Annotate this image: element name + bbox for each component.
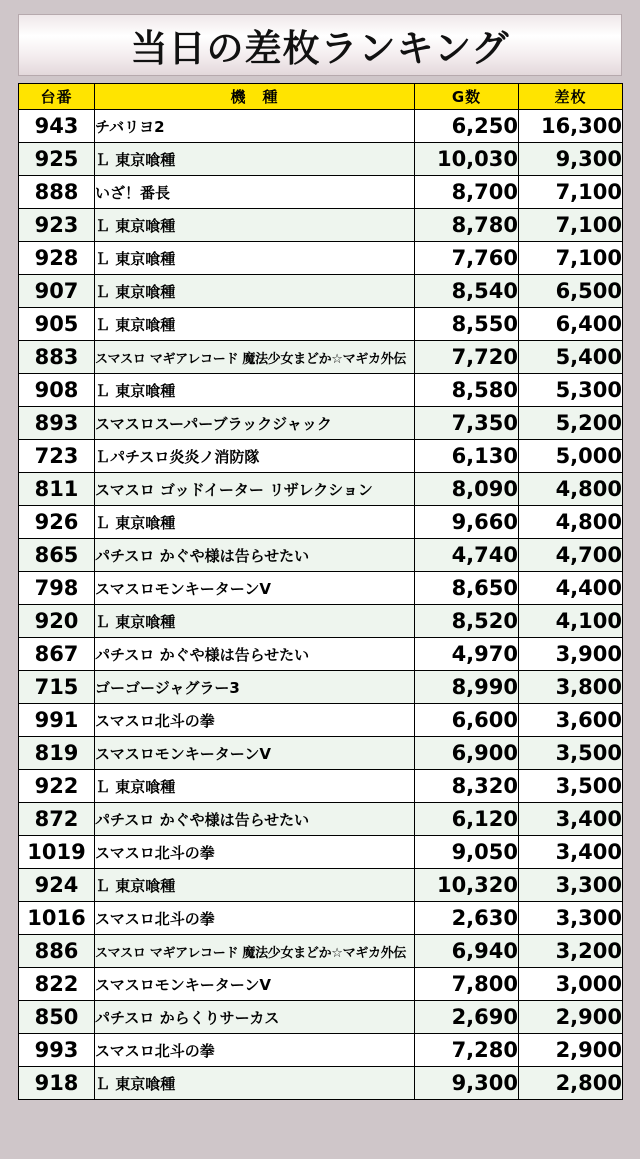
cell-machine-name: スマスロモンキーターンV [95, 572, 415, 605]
cell-games: 8,550 [415, 308, 519, 341]
table-row [19, 968, 623, 1001]
cell-machine-no: 993 [19, 1034, 95, 1067]
cell-games: 2,630 [415, 902, 519, 935]
table-row [19, 209, 623, 242]
cell-machine-no: 865 [19, 539, 95, 572]
cell-machine-no: 715 [19, 671, 95, 704]
cell-diff: 4,100 [519, 605, 623, 638]
table-row [19, 803, 623, 836]
cell-diff: 3,000 [519, 968, 623, 1001]
cell-games: 8,320 [415, 770, 519, 803]
table-row [19, 572, 623, 605]
cell-games: 9,300 [415, 1067, 519, 1100]
cell-games: 6,120 [415, 803, 519, 836]
cell-machine-name: Ｌ 東京喰種 [95, 143, 415, 176]
cell-machine-no: 1019 [19, 836, 95, 869]
cell-machine-no: 893 [19, 407, 95, 440]
cell-games: 6,600 [415, 704, 519, 737]
cell-games: 8,580 [415, 374, 519, 407]
table-row [19, 1001, 623, 1034]
cell-games: 7,280 [415, 1034, 519, 1067]
table-row [19, 902, 623, 935]
cell-games: 7,760 [415, 242, 519, 275]
cell-machine-name: Ｌ 東京喰種 [95, 374, 415, 407]
cell-diff: 3,400 [519, 803, 623, 836]
cell-diff: 5,400 [519, 341, 623, 374]
cell-machine-no: 723 [19, 440, 95, 473]
cell-machine-name: スマスロ北斗の拳 [95, 836, 415, 869]
table-row [19, 473, 623, 506]
cell-diff: 3,300 [519, 902, 623, 935]
table-row [19, 242, 623, 275]
cell-machine-name: チバリヨ2 [95, 110, 415, 143]
cell-machine-no: 923 [19, 209, 95, 242]
cell-machine-name: パチスロ かぐや様は告らせたい [95, 803, 415, 836]
cell-machine-name: Ｌ 東京喰種 [95, 242, 415, 275]
cell-diff: 3,500 [519, 770, 623, 803]
table-row [19, 308, 623, 341]
table-row [19, 1067, 623, 1100]
cell-games: 10,320 [415, 869, 519, 902]
cell-machine-no: 926 [19, 506, 95, 539]
cell-machine-name: スマスロモンキーターンV [95, 737, 415, 770]
cell-machine-name: スマスロ マギアレコード 魔法少女まどか☆マギカ外伝 [95, 935, 415, 968]
table-row [19, 638, 623, 671]
cell-machine-no: 925 [19, 143, 95, 176]
cell-machine-name: スマスロ北斗の拳 [95, 902, 415, 935]
cell-games: 8,780 [415, 209, 519, 242]
cell-games: 8,540 [415, 275, 519, 308]
table-row [19, 869, 623, 902]
table-row [19, 176, 623, 209]
cell-diff: 5,000 [519, 440, 623, 473]
cell-machine-name: ゴーゴージャグラー3 [95, 671, 415, 704]
cell-machine-name: スマスロスーパーブラックジャック [95, 407, 415, 440]
cell-games: 8,700 [415, 176, 519, 209]
cell-machine-name: パチスロ からくりサーカス [95, 1001, 415, 1034]
cell-machine-name: スマスロモンキーターンV [95, 968, 415, 1001]
cell-games: 8,090 [415, 473, 519, 506]
cell-diff: 2,900 [519, 1001, 623, 1034]
ranking-table [18, 83, 623, 1100]
cell-machine-no: 928 [19, 242, 95, 275]
cell-games: 9,050 [415, 836, 519, 869]
table-header [19, 84, 623, 110]
cell-diff: 4,800 [519, 473, 623, 506]
cell-games: 6,130 [415, 440, 519, 473]
cell-games: 2,690 [415, 1001, 519, 1034]
cell-games: 6,940 [415, 935, 519, 968]
cell-machine-no: 991 [19, 704, 95, 737]
cell-machine-name: スマスロ マギアレコード 魔法少女まどか☆マギカ外伝 [95, 341, 415, 374]
table-row [19, 506, 623, 539]
cell-diff: 2,800 [519, 1067, 623, 1100]
table-row [19, 143, 623, 176]
cell-diff: 6,400 [519, 308, 623, 341]
cell-machine-no: 850 [19, 1001, 95, 1034]
cell-machine-no: 907 [19, 275, 95, 308]
cell-diff: 4,800 [519, 506, 623, 539]
cell-games: 7,800 [415, 968, 519, 1001]
cell-machine-no: 908 [19, 374, 95, 407]
cell-diff: 9,300 [519, 143, 623, 176]
cell-machine-no: 883 [19, 341, 95, 374]
cell-diff: 16,300 [519, 110, 623, 143]
cell-machine-no: 867 [19, 638, 95, 671]
cell-machine-no: 943 [19, 110, 95, 143]
cell-machine-name: パチスロ かぐや様は告らせたい [95, 539, 415, 572]
table-row [19, 836, 623, 869]
page-title-bar [18, 14, 622, 76]
cell-machine-no: 905 [19, 308, 95, 341]
table-row [19, 374, 623, 407]
cell-diff: 3,900 [519, 638, 623, 671]
cell-machine-name: Ｌ 東京喰種 [95, 506, 415, 539]
cell-diff: 4,700 [519, 539, 623, 572]
cell-games: 4,740 [415, 539, 519, 572]
cell-machine-name: Ｌパチスロ炎炎ノ消防隊 [95, 440, 415, 473]
cell-machine-no: 872 [19, 803, 95, 836]
cell-diff: 7,100 [519, 209, 623, 242]
cell-diff: 3,400 [519, 836, 623, 869]
cell-machine-name: Ｌ 東京喰種 [95, 770, 415, 803]
table-body [19, 110, 623, 1100]
cell-machine-name: Ｌ 東京喰種 [95, 209, 415, 242]
cell-machine-name: いざ！番長 [95, 176, 415, 209]
cell-machine-name: スマスロ北斗の拳 [95, 704, 415, 737]
cell-games: 6,900 [415, 737, 519, 770]
cell-machine-name: スマスロ北斗の拳 [95, 1034, 415, 1067]
column-header-machine-name: 機 種 [95, 84, 415, 110]
cell-games: 8,520 [415, 605, 519, 638]
cell-machine-name: Ｌ 東京喰種 [95, 605, 415, 638]
cell-machine-no: 924 [19, 869, 95, 902]
cell-diff: 2,900 [519, 1034, 623, 1067]
table-row [19, 407, 623, 440]
cell-diff: 6,500 [519, 275, 623, 308]
cell-machine-no: 819 [19, 737, 95, 770]
table-row [19, 671, 623, 704]
cell-machine-name: Ｌ 東京喰種 [95, 1067, 415, 1100]
table-row [19, 341, 623, 374]
column-header-games: G数 [415, 84, 519, 110]
cell-games: 6,250 [415, 110, 519, 143]
cell-machine-name: パチスロ かぐや様は告らせたい [95, 638, 415, 671]
cell-games: 7,720 [415, 341, 519, 374]
cell-machine-no: 888 [19, 176, 95, 209]
cell-machine-no: 798 [19, 572, 95, 605]
cell-diff: 7,100 [519, 242, 623, 275]
cell-games: 8,990 [415, 671, 519, 704]
cell-games: 9,660 [415, 506, 519, 539]
cell-machine-no: 886 [19, 935, 95, 968]
column-header-machine-no: 台番 [19, 84, 95, 110]
cell-machine-no: 918 [19, 1067, 95, 1100]
table-row [19, 605, 623, 638]
cell-diff: 3,500 [519, 737, 623, 770]
table-row [19, 440, 623, 473]
cell-games: 8,650 [415, 572, 519, 605]
cell-diff: 4,400 [519, 572, 623, 605]
cell-machine-name: Ｌ 東京喰種 [95, 275, 415, 308]
table-row [19, 539, 623, 572]
cell-games: 10,030 [415, 143, 519, 176]
cell-diff: 3,800 [519, 671, 623, 704]
cell-machine-name: Ｌ 東京喰種 [95, 308, 415, 341]
table-row [19, 704, 623, 737]
cell-games: 7,350 [415, 407, 519, 440]
table-row [19, 275, 623, 308]
cell-diff: 7,100 [519, 176, 623, 209]
table-row [19, 110, 623, 143]
table-header-row [19, 84, 623, 110]
cell-machine-no: 811 [19, 473, 95, 506]
cell-machine-name: Ｌ 東京喰種 [95, 869, 415, 902]
table-row [19, 935, 623, 968]
cell-machine-no: 920 [19, 605, 95, 638]
cell-machine-no: 922 [19, 770, 95, 803]
cell-diff: 5,300 [519, 374, 623, 407]
cell-machine-no: 1016 [19, 902, 95, 935]
cell-machine-name: スマスロ ゴッドイーター リザレクション [95, 473, 415, 506]
table-row [19, 737, 623, 770]
cell-diff: 3,600 [519, 704, 623, 737]
cell-diff: 5,200 [519, 407, 623, 440]
table-row [19, 1034, 623, 1067]
cell-machine-no: 822 [19, 968, 95, 1001]
table-row [19, 770, 623, 803]
cell-diff: 3,300 [519, 869, 623, 902]
column-header-diff: 差枚 [519, 84, 623, 110]
cell-games: 4,970 [415, 638, 519, 671]
cell-diff: 3,200 [519, 935, 623, 968]
page-title: 当日の差枚ランキング [130, 27, 510, 70]
